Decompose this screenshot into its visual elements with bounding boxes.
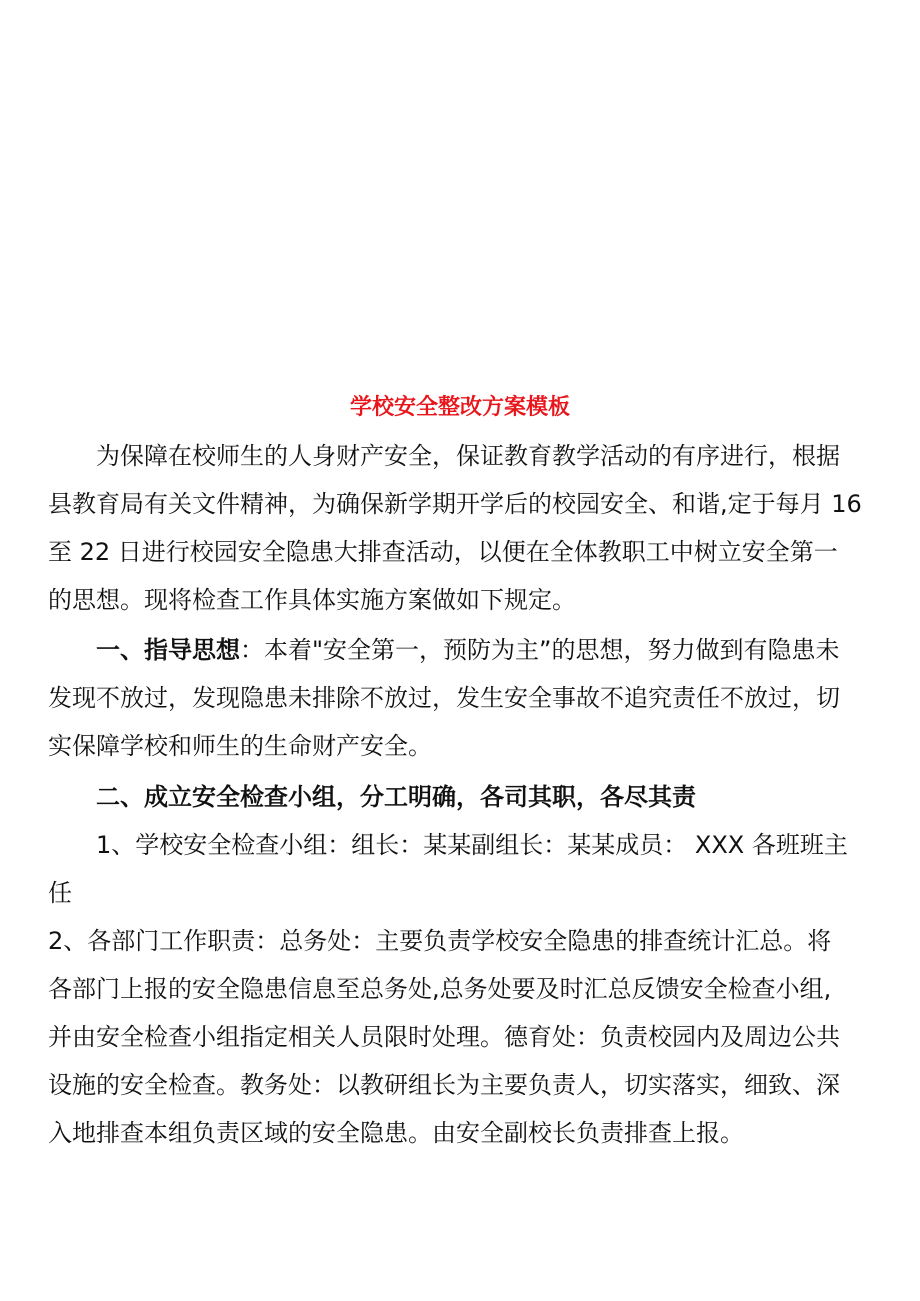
section1-heading: 一、指导思想 <box>96 636 240 664</box>
intro-line-1: 为保障在校师生的人身财产安全，保证教育教学活动的有序进行，根据 <box>96 442 840 470</box>
intro-line-3: 至 22 日进行校园安全隐患大排查活动，以便在全体教职工中树立安全第一 <box>48 538 838 566</box>
section1-line-3: 实保障学校和师生的生命财产安全。 <box>48 732 432 760</box>
section2-item2-line-2: 各部门上报的安全隐患信息至总务处,总务处要及时汇总反馈安全检查小组, <box>48 975 832 1003</box>
section1-first-line <box>96 626 886 674</box>
document-title: 学校安全整改方案模板 <box>349 395 570 420</box>
section2-item1-line-2: 任 <box>48 879 72 907</box>
section2-item2-line-4: 设施的安全检查。教务处：以教研组长为主要负责人，切实落实，细致、深 <box>48 1071 840 1099</box>
section2-item2-line-1: 2、各部门工作职责：总务处：主要负责学校安全隐患的排查统计汇总。将 <box>48 927 832 955</box>
section2-item2-line-5: 入地排查本组负责区域的安全隐患。由安全副校长负责排查上报。 <box>48 1119 744 1147</box>
section1-line-2: 发现不放过，发现隐患未排除不放过，发生安全事故不追究责任不放过，切 <box>48 684 840 712</box>
intro-line-2: 县教育局有关文件精神，为确保新学期开学后的校园安全、和谐,定于每月 16 <box>48 490 862 518</box>
section1-line1-text: ：本着"安全第一，预防为主”的思想，努力做到有隐患未 <box>240 636 840 664</box>
section2-heading: 二、成立安全检查小组，分工明确，各司其职，各尽其责 <box>96 783 696 811</box>
section2-item1-line-1: 1、学校安全检查小组：组长：某某副组长：某某成员： XXX 各班班主 <box>96 831 848 859</box>
intro-line-4: 的思想。现将检查工作具体实施方案做如下规定。 <box>48 586 576 614</box>
section2-item2-line-3: 并由安全检查小组指定相关人员限时处理。德育处：负责校园内及周边公共 <box>48 1023 840 1051</box>
